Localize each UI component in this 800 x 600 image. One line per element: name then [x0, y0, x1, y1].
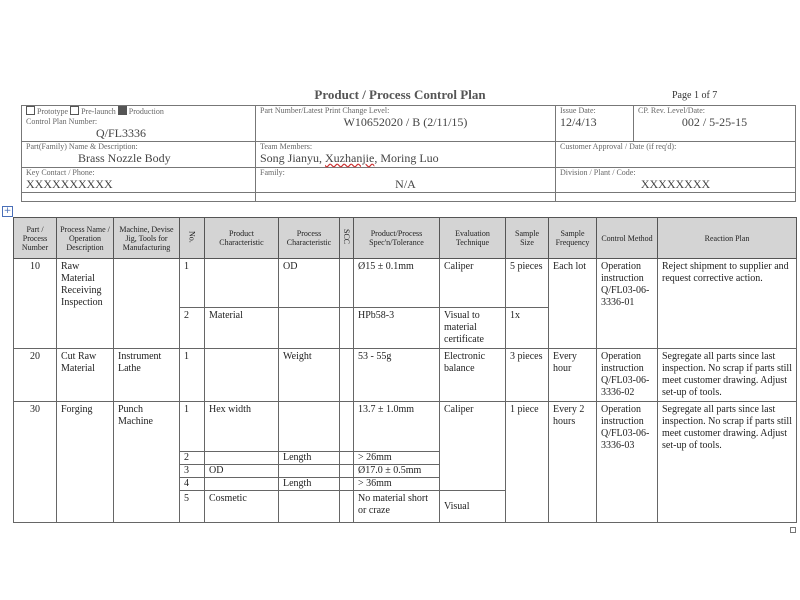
part-name-cell [22, 142, 256, 168]
table-row: 2 Material HPb58-3 Visual to material certificate 1x [14, 308, 797, 349]
part-number-value: W10652020 / B (2/11/15) [343, 115, 468, 129]
col-no: No. [180, 218, 205, 259]
family-label: Family: [260, 168, 285, 177]
col-sample-freq: Sample Frequency [549, 218, 597, 259]
cp-rev-label: CP. Rev. Level/Date: [638, 106, 706, 115]
part-number-cell [256, 106, 556, 142]
prelaunch-checkbox[interactable] [70, 106, 79, 115]
table-row: 10 Raw Material Receiving Inspection 1 OD Ø15 ± 0.1mm Caliper 5 pieces Each lot Operation instruction Q/FL03-06-3336-01 Reject shipment to supplier and request corrective action. [14, 259, 797, 308]
col-process-name: Process Name / Operation Description [57, 218, 114, 259]
part-name-label: Part(Family) Name & Description: [26, 142, 138, 151]
issue-date-value: 12/4/13 [560, 115, 597, 129]
table-row: 2 Length > 26mm [14, 452, 797, 465]
table-header-row [14, 218, 797, 259]
col-machine: Machine, Devise Jig, Tools for Manufacturing [114, 218, 180, 259]
issue-date-label: Issue Date: [560, 106, 596, 115]
division-label: Division / Plant / Code: [560, 168, 636, 177]
family-value: N/A [395, 177, 416, 191]
table-row: 5 Cosmetic No material short or craze Visual [14, 491, 797, 523]
control-plan-label: Control Plan Number: [26, 117, 98, 126]
production-label: Production [128, 107, 164, 116]
col-part-number: Part / Process Number [14, 218, 57, 259]
col-eval: Evaluation Technique [440, 218, 506, 259]
prelaunch-label: Pre-launch [81, 107, 116, 116]
key-contact-value: XXXXXXXXXX [26, 177, 113, 191]
key-contact-label: Key Contact / Phone: [26, 168, 95, 177]
header-table [21, 105, 796, 202]
col-process-char: Process Characteristic [279, 218, 340, 259]
document-title: Product / Process Control Plan [314, 87, 486, 102]
table-row: 20 Cut Raw Material Instrument Lathe 1 Weight 53 - 55g Electronic balance 3 pieces Every hour Operation instruction Q/FL03-06-3336-02 Segregate all parts since last inspection. No scrap if parts still meet customer drawing. Adjust set-up of tools. [14, 349, 797, 402]
col-reaction: Reaction Plan [658, 218, 797, 259]
col-scc: SCC [340, 218, 354, 259]
cp-rev-cell [634, 106, 796, 142]
customer-cell [556, 142, 796, 168]
team-value: Song Jianyu, Xuzhanjie, Moring Luo [260, 151, 439, 165]
page-number: Page 1 of 7 [672, 90, 718, 101]
col-sample-size: Sample Size [506, 218, 549, 259]
control-plan-cell [22, 106, 256, 142]
prototype-label: Prototype [37, 107, 69, 116]
team-label: Team Members: [260, 142, 313, 151]
part-name-value: Brass Nozzle Body [78, 151, 171, 165]
col-spec: Product/Process Spec'n/Tolerance [354, 218, 440, 259]
control-plan-table [13, 217, 797, 523]
prototype-checkbox[interactable] [26, 106, 35, 115]
key-contact-cell [22, 168, 256, 193]
division-value: XXXXXXXX [640, 177, 711, 191]
table-expand-icon[interactable]: + [3, 206, 12, 216]
col-control: Control Method [597, 218, 658, 259]
table-row: 3 OD Ø17.0 ± 0.5mm [14, 465, 797, 478]
table-row: 4 Length > 36mm [14, 478, 797, 491]
table-row: 30 Forging Punch Machine 1 Hex width 13.7 ± 1.0mm Caliper 1 piece Every 2 hours Operation instruction Q/FL03-06-3336-03 Segregate all parts since last inspection. No scrap if parts still meet customer drawing. Adjust set-up of tools. [14, 402, 797, 452]
division-cell [556, 168, 796, 193]
resize-handle[interactable] [790, 527, 796, 533]
production-checkbox[interactable] [118, 106, 127, 115]
cp-rev-value: 002 / 5-25-15 [681, 115, 748, 129]
team-cell [256, 142, 556, 168]
control-plan-number: Q/FL3336 [96, 126, 147, 140]
part-number-label: Part Number/Latest Print Change Level: [260, 106, 390, 115]
issue-date-cell [556, 106, 634, 142]
col-product-char: Product Characteristic [205, 218, 279, 259]
customer-label: Customer Approval / Date (if req'd): [560, 142, 677, 151]
family-cell [256, 168, 556, 193]
